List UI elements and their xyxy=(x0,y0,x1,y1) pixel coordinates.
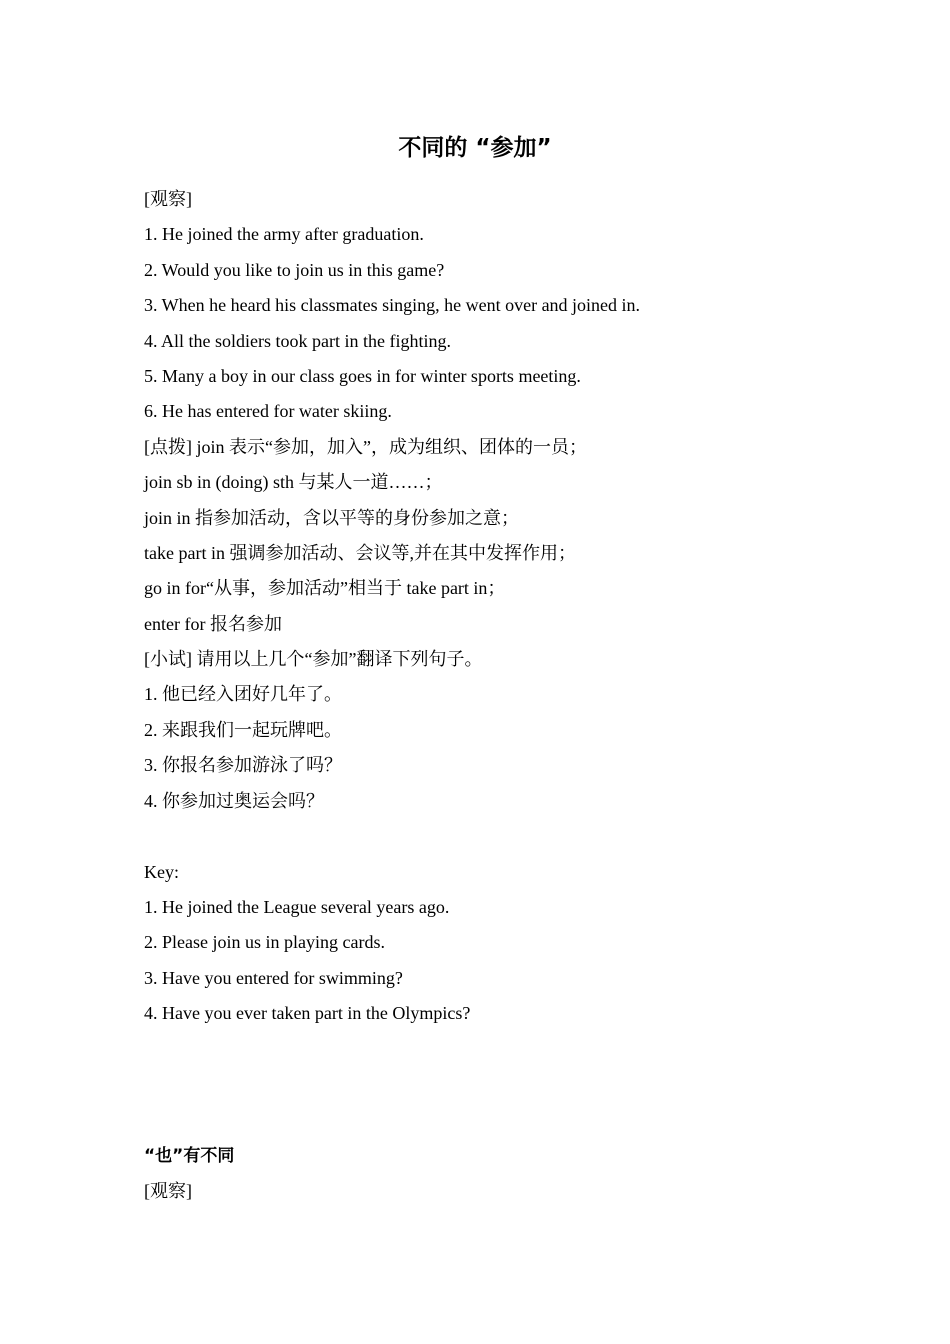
exercise-item: 1. 他已经入团好几年了。 xyxy=(144,684,342,705)
example-sentence: 3. When he heard his classmates singing, he went over and joined in. xyxy=(144,295,641,316)
key-answer: 2. Please join us in playing cards. xyxy=(144,932,385,953)
tip-line: join in 指参加活动，含以平等的身份参加之意； xyxy=(144,507,520,528)
example-sentence: 2. Would you like to join us in this game? xyxy=(144,259,445,280)
observe-label: [观察] xyxy=(144,189,192,209)
tip-line: take part in 强调参加活动、会议等,并在其中发挥作用； xyxy=(144,542,576,563)
exercise-item: 4. 你参加过奥运会吗？ xyxy=(144,790,324,811)
example-sentence: 1. He joined the army after graduation. xyxy=(144,224,424,245)
key-label: Key: xyxy=(144,861,179,882)
exercise-item: 3. 你报名参加游泳了吗？ xyxy=(144,755,342,776)
key-answer: 3. Have you entered for swimming? xyxy=(144,967,403,988)
key-answer: 1. He joined the League several years ago. xyxy=(144,897,450,918)
example-sentence: 6. He has entered for water skiing. xyxy=(144,401,392,422)
section-heading: “也”有不同 xyxy=(144,1145,235,1166)
blank-line xyxy=(144,819,844,855)
page-title: 不同的 “参加” xyxy=(398,135,552,161)
document-body xyxy=(144,182,844,1209)
exercise-item: 2. 来跟我们一起玩牌吧。 xyxy=(144,719,342,740)
observe-label: [观察] xyxy=(144,1180,192,1201)
tip-line: [点拨] join 表示“参加，加入”，成为组织、团体的一员； xyxy=(144,436,587,457)
exercise-label: [小试] 请用以上几个“参加”翻译下列句子。 xyxy=(144,649,483,670)
tip-line: enter for 报名参加 xyxy=(144,613,282,634)
tip-line: join sb in (doing) sth 与某人一道……； xyxy=(144,472,443,493)
key-answer: 4. Have you ever taken part in the Olympics? xyxy=(144,1003,471,1024)
example-sentence: 5. Many a boy in our class goes in for winter sports meeting. xyxy=(144,365,581,386)
example-sentence: 4. All the soldiers took part in the fighting. xyxy=(144,330,451,351)
tip-line: go in for“从事，参加活动”相当于 take part in； xyxy=(144,578,506,599)
blank-space xyxy=(144,1032,844,1139)
